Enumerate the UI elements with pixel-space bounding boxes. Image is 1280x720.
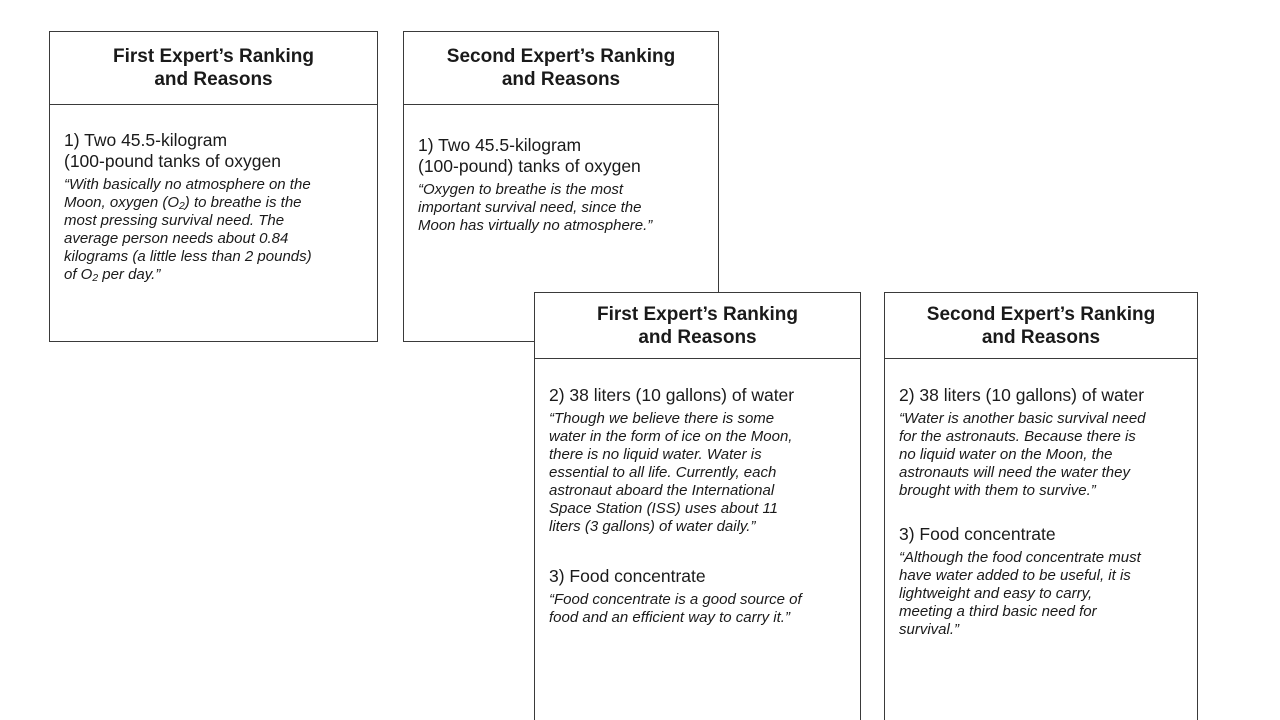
ranking-item-title: 3) Food concentrate [549, 566, 706, 586]
ranking-item-title: 2) 38 liters (10 gallons) of water [549, 385, 795, 405]
ranking-reason-quote: “Though we believe there is some water in the form of ice on the Moon, there is no liquid water. Water is essential to all life. Currently, each astronaut aboard the International Space Station (ISS) uses about 11 liters (3 gallons) of water daily.” [549, 410, 793, 535]
ranking-entry [899, 385, 1183, 500]
second-expert-card-water-food [884, 292, 1198, 720]
card-title: First Expert’s Ranking and Reasons [597, 303, 798, 348]
card-header [50, 32, 377, 105]
ranking-item-title: 3) Food concentrate [899, 524, 1056, 544]
card-body [50, 105, 377, 284]
card-body [885, 359, 1197, 639]
card-header [535, 293, 860, 359]
ranking-entry [899, 524, 1183, 639]
ranking-item-title: 1) Two 45.5-kilogram (100-pound) tanks of oxygen [418, 135, 641, 176]
ranking-reason-quote: “With basically no atmosphere on the Moon, oxygen (O₂) to breathe is the most pressing survival need. The average person needs about 0.84 kilograms (a little less than 2 pounds) of O₂ per day.” [64, 176, 312, 283]
ranking-entry [549, 385, 846, 536]
card-title: Second Expert’s Ranking and Reasons [446, 46, 676, 90]
ranking-reason-quote: “Although the food concentrate must have water added to be useful, it is lightweight and easy to carry, meeting a third basic need for survival.” [899, 549, 1141, 638]
first-expert-card-water-food [534, 292, 861, 720]
card-body [404, 105, 718, 235]
ranking-entry [418, 135, 704, 235]
ranking-reason-quote: “Food concentrate is a good source of food and an efficient way to carry it.” [549, 591, 802, 626]
card-body [535, 359, 860, 627]
ranking-reason-quote: “Water is another basic survival need for the astronauts. Because there is no liquid water on the Moon, the astronauts will need the water they brought with them to survive.” [899, 410, 1146, 499]
card-header [404, 32, 718, 105]
ranking-entry [64, 130, 363, 284]
ranking-item-title: 2) 38 liters (10 gallons) of water [899, 385, 1145, 405]
card-title: Second Expert’s Ranking and Reasons [926, 303, 1156, 348]
card-header [885, 293, 1197, 359]
card-title: First Expert’s Ranking and Reasons [113, 46, 314, 90]
ranking-item-title: 1) Two 45.5-kilogram (100-pound tanks of oxygen [64, 130, 281, 171]
ranking-reason-quote: “Oxygen to breathe is the most important survival need, since the Moon has virtually no atmosphere.” [418, 181, 653, 234]
first-expert-card-oxygen [49, 31, 378, 342]
ranking-entry [549, 566, 846, 627]
